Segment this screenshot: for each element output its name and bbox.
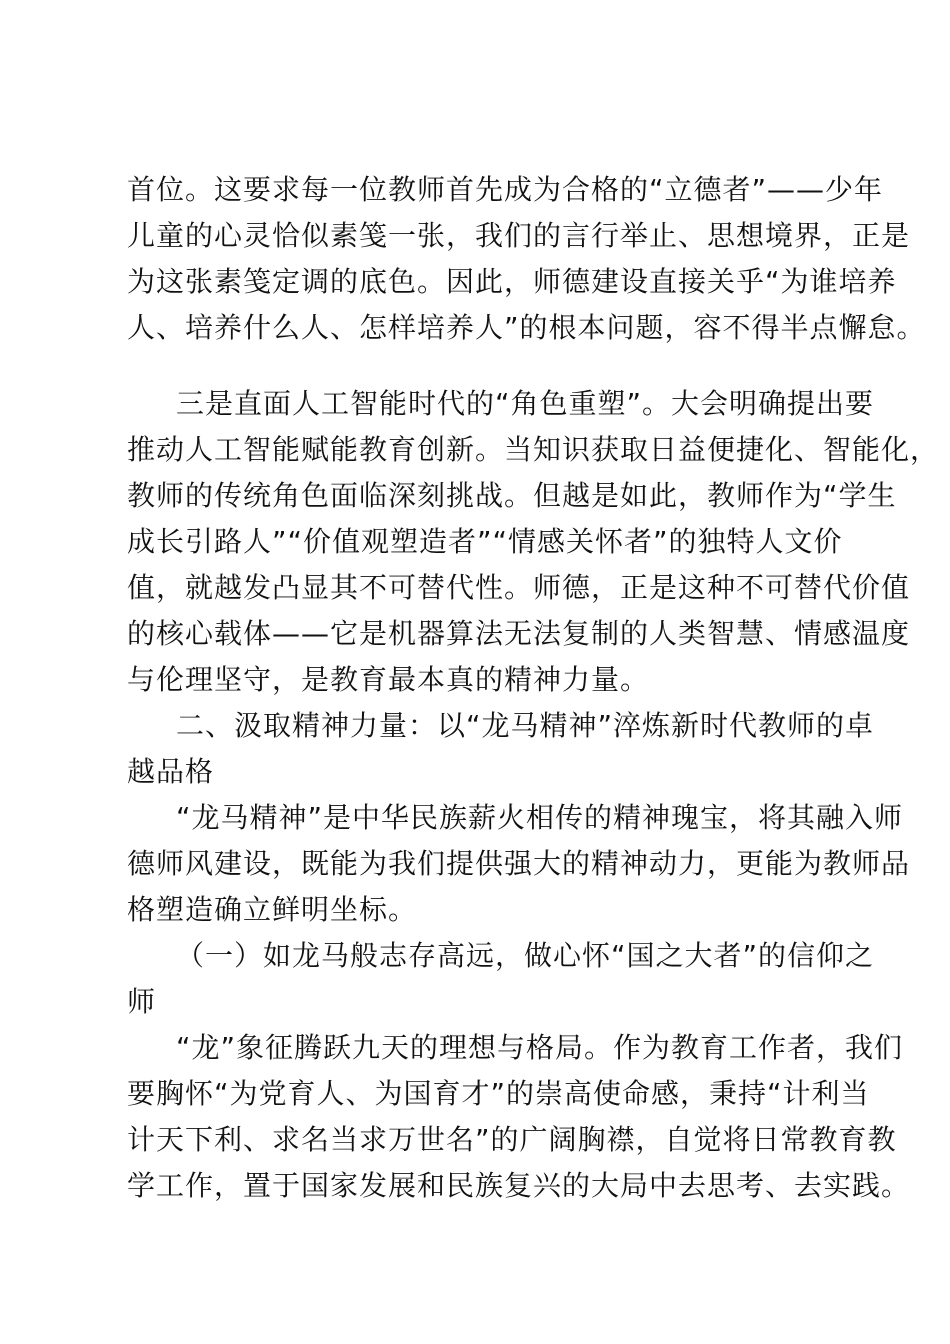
paragraph-line: 为这张素笺定调的底色。因此，师德建设直接关乎“为谁培养: [127, 265, 897, 298]
paragraph-line: 儿童的心灵恰似素笺一张，我们的言行举止、思想境界，正是: [127, 219, 911, 252]
paragraph-line: 值，就越发凸显其不可替代性。师德，正是这种不可替代价值: [127, 571, 911, 604]
paragraph-line: 计天下利、求名当求万世名”的广阔胸襟，自觉将日常教育教: [127, 1123, 897, 1156]
paragraph-line: 推动人工智能赋能教育创新。当知识获取日益便捷化、智能化，: [127, 433, 940, 466]
paragraph-line: “龙”象征腾跃九天的理想与格局。作为教育工作者，我们: [176, 1031, 904, 1064]
paragraph-line: 教师的传统角色面临深刻挑战。但越是如此，教师作为“学生: [127, 479, 897, 512]
paragraph-line: 成长引路人”“价值观塑造者”“情感关怀者”的独特人文价: [127, 525, 843, 558]
paragraph-line: 要胸怀“为党育人、为国育才”的崇高使命感，秉持“计利当: [127, 1077, 870, 1110]
section-heading-line: 二、汲取精神力量：以“龙马精神”淬炼新时代教师的卓: [176, 709, 875, 742]
paragraph-line: 格塑造确立鲜明坐标。: [127, 893, 418, 926]
paragraph-line: 人、培养什么人、怎样培养人”的根本问题，容不得半点懈怠。: [127, 311, 926, 344]
subheading-line: （一）如龙马般志存高远，做心怀“国之大者”的信仰之: [176, 939, 875, 972]
paragraph-line: 与伦理坚守，是教育最本真的精神力量。: [127, 663, 650, 696]
section-heading-line: 越品格: [127, 755, 215, 788]
paragraph-line: 的核心载体——它是机器算法无法复制的人类智慧、情感温度: [127, 617, 911, 650]
paragraph-line: “龙马精神”是中华民族薪火相传的精神瑰宝，将其融入师: [176, 801, 904, 834]
paragraph-line: 德师风建设，既能为我们提供强大的精神动力，更能为教师品: [127, 847, 911, 880]
paragraph-line: 学工作，置于国家发展和民族复兴的大局中去思考、去实践。: [127, 1169, 911, 1202]
paragraph-line: 三是直面人工智能时代的“角色重塑”。大会明确提出要: [176, 387, 875, 420]
subheading-line: 师: [127, 985, 157, 1018]
paragraph-line: 首位。这要求每一位教师首先成为合格的“立德者”——少年: [127, 173, 884, 206]
